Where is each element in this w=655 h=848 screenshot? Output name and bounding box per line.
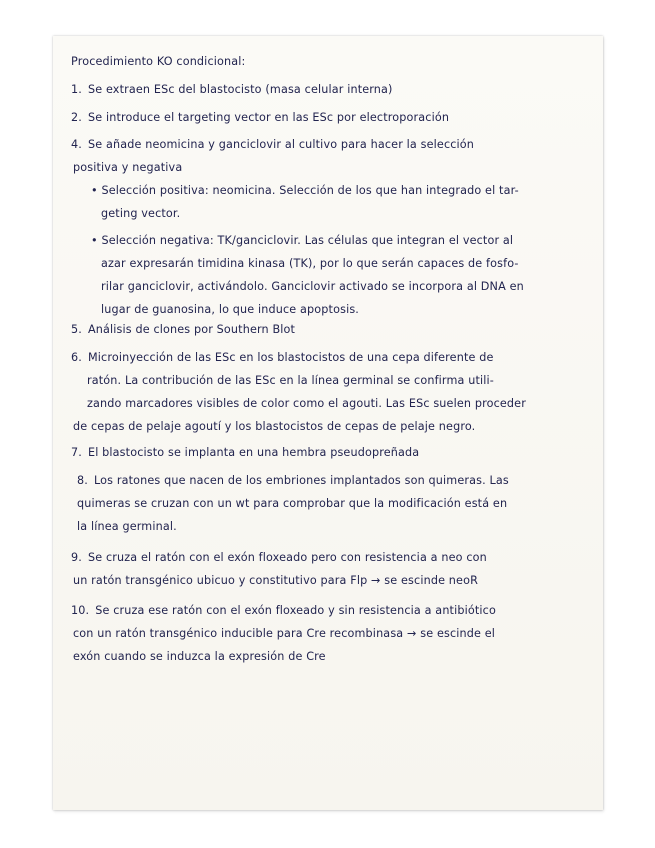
step-number: 1. xyxy=(71,83,82,96)
step-text: Los ratones que nacen de los embriones implantados son quimeras. Las xyxy=(93,474,509,487)
step-2 xyxy=(71,106,581,129)
selection-text: rilar ganciclovir, activándolo. Ganciclovir activado se incorpora al DNA en xyxy=(101,280,524,293)
step-number: 6. xyxy=(71,351,82,364)
step-text: Se extraen ESc del blastocisto (masa celular interna) xyxy=(87,83,393,96)
step-text: con un ratón transgénico inducible para Cre recombinasa → se escinde el xyxy=(73,627,496,640)
step-text: positiva y negativa xyxy=(73,161,183,174)
step-number: 2. xyxy=(71,111,82,124)
step-text: El blastocisto se implanta en una hembra pseudopreñada xyxy=(87,446,420,459)
step-number: 10. xyxy=(71,604,90,617)
selection-text: lugar de guanosina, lo que induce apoptosis. xyxy=(101,303,360,316)
selection-positive xyxy=(91,179,591,225)
step-number: 8. xyxy=(77,474,88,487)
step-number: 9. xyxy=(71,551,82,564)
step-text: exón cuando se induzca la expresión de Cre xyxy=(73,650,326,663)
step-9 xyxy=(71,546,581,592)
step-text: Se introduce el targeting vector en las ESc por electroporación xyxy=(87,111,450,124)
step-7 xyxy=(71,441,581,464)
step-text: zando marcadores visibles de color como el agouti. Las ESc suelen proceder xyxy=(87,397,526,410)
step-text: quimeras se cruzan con un wt para comprobar que la modificación está en xyxy=(77,497,508,510)
selection-negative xyxy=(91,229,591,321)
step-text: un ratón transgénico ubicuo y constitutivo para Flp → se escinde neoR xyxy=(73,574,478,587)
selection-text: • Selección positiva: neomicina. Selección de los que han integrado el tar- xyxy=(91,184,519,197)
selection-text: azar expresarán timidina kinasa (TK), por lo que serán capaces de fosfo- xyxy=(101,257,519,270)
step-8 xyxy=(71,469,581,538)
step-5 xyxy=(71,318,581,341)
step-text: Se cruza ese ratón con el exón floxeado y sin resistencia a antibiótico xyxy=(95,604,496,617)
notebook-page xyxy=(53,36,603,810)
step-text: la línea germinal. xyxy=(77,520,177,533)
step-text: Se cruza el ratón con el exón floxeado pero con resistencia a neo con xyxy=(87,551,487,564)
step-text: Análisis de clones por Southern Blot xyxy=(87,323,296,336)
step-text: Microinyección de las ESc en los blastocistos de una cepa diferente de xyxy=(87,351,494,364)
step-1 xyxy=(71,78,581,101)
step-text: de cepas de pelaje agoutí y los blastocistos de cepas de pelaje negro. xyxy=(73,420,476,433)
step-6 xyxy=(71,346,581,438)
step-4 xyxy=(71,133,581,179)
step-number: 5. xyxy=(71,323,82,336)
page-title: Procedimiento KO condicional: xyxy=(71,55,246,68)
step-text: Se añade neomicina y ganciclovir al cultivo para hacer la selección xyxy=(87,138,475,151)
step-text: ratón. La contribución de las ESc en la línea germinal se confirma utili- xyxy=(87,374,494,387)
selection-text: • Selección negativa: TK/ganciclovir. Las células que integran el vector al xyxy=(91,234,514,247)
step-number: 7. xyxy=(71,446,82,459)
step-10 xyxy=(71,599,581,668)
selection-text: geting vector. xyxy=(101,207,181,220)
step-number: 4. xyxy=(71,138,82,151)
